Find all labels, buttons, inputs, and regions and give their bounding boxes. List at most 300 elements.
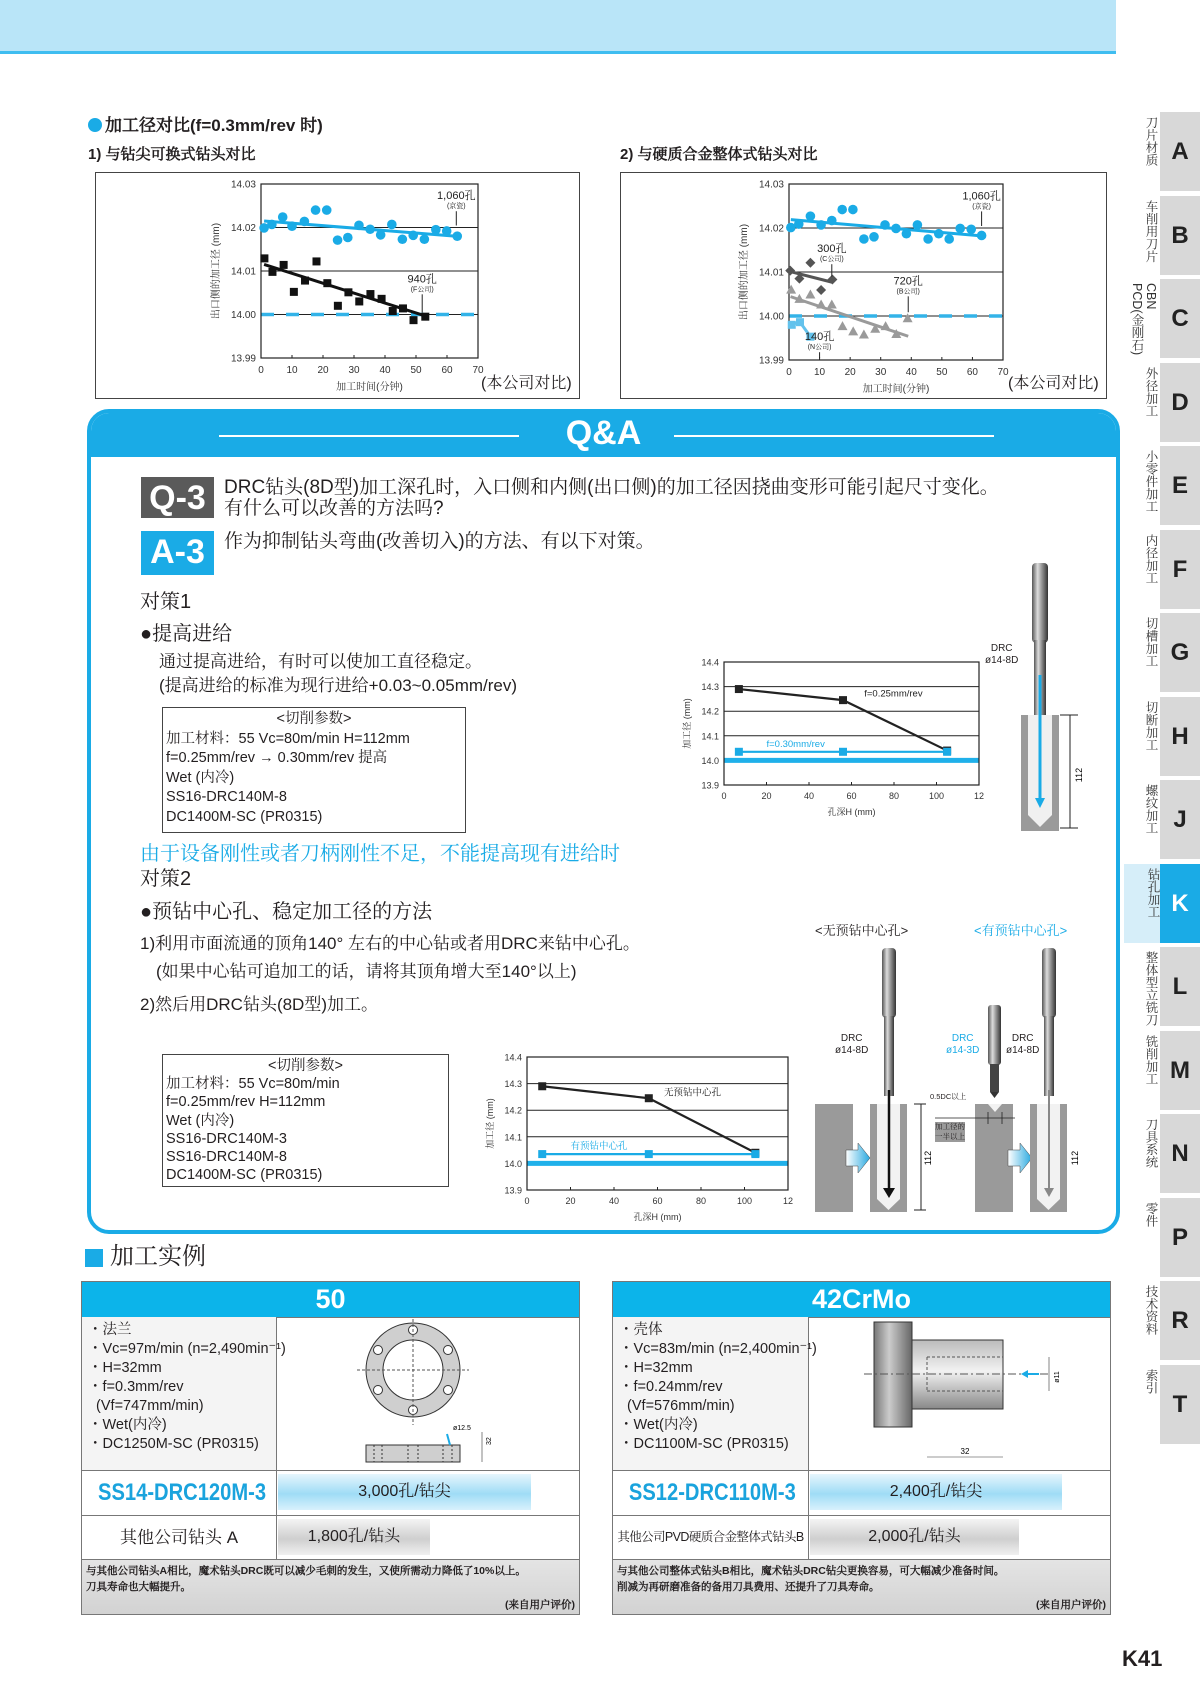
data-point xyxy=(267,220,277,230)
annotation-count: 140孔 xyxy=(804,331,835,344)
chart-4 xyxy=(484,1053,793,1223)
y-tick-label: 14.3 xyxy=(504,1079,522,1090)
diagram-05dc-label: 0.5DC以上 xyxy=(930,1092,967,1101)
y-tick-label: 14.2 xyxy=(701,706,719,717)
y-tick-label: 14.1 xyxy=(701,731,719,742)
drc-result-row xyxy=(82,1470,579,1515)
data-point xyxy=(751,1150,759,1158)
measure-2-title: 对策2 xyxy=(140,868,192,890)
data-point xyxy=(827,300,837,309)
example-table-right xyxy=(612,1281,1111,1615)
annotation-company: (京瓷) xyxy=(446,203,466,211)
x-tick-label: 20 xyxy=(844,367,856,378)
tab-label-k: 钻孔加工 xyxy=(1124,864,1160,943)
x-tick-label: 50 xyxy=(410,365,422,376)
tab-a[interactable]: A xyxy=(1160,112,1200,191)
data-point xyxy=(333,235,343,245)
x-tick-label: 100 xyxy=(736,1196,753,1206)
x-tick-label: 70 xyxy=(472,365,484,376)
label-line: 一半以上 xyxy=(935,1132,965,1141)
data-point xyxy=(398,234,408,244)
measure-1-heading: ●提高进给 xyxy=(140,623,233,645)
tab-g[interactable]: G xyxy=(1160,613,1200,692)
chart-1-compare-note: (本公司对比) xyxy=(481,375,572,392)
examples-heading: 加工实例 xyxy=(110,1243,206,1270)
data-point xyxy=(387,220,397,230)
tab-label-h: 切断加工 xyxy=(1144,700,1158,751)
q3-badge: Q-3 xyxy=(141,477,214,518)
x-tick-label: 0 xyxy=(524,1196,530,1206)
x-tick-label: 0 xyxy=(721,791,727,801)
diagram-drill-b-label xyxy=(946,1033,979,1057)
x-tick-label: 80 xyxy=(888,791,900,801)
data-point xyxy=(966,225,976,235)
user-review-note xyxy=(82,1559,579,1614)
material-header: 50 xyxy=(82,1282,579,1318)
y-tick-label: 14.0 xyxy=(504,1158,522,1169)
data-point xyxy=(891,224,901,234)
y-tick-label: 14.0 xyxy=(701,755,719,766)
data-point xyxy=(355,297,363,305)
spec-item: ・DC1100M-SC (PR0315) xyxy=(619,1436,789,1452)
section-title-text: 加工径对比(f=0.3mm/rev 时) xyxy=(105,116,323,135)
x-tick-label: 60 xyxy=(846,791,857,801)
dimension-height: 32 xyxy=(486,1437,493,1445)
series-label: f=0.25mm/rev xyxy=(864,688,923,700)
data-point xyxy=(903,313,913,322)
params-line: 加工材料：55 Vc=80m/min xyxy=(166,1076,340,1093)
params-line: DC1400M-SC (PR0315) xyxy=(166,808,323,825)
series-N公司 xyxy=(788,318,834,358)
chart-2-subtitle: 2) 与硬质合金整体式钻头对比 xyxy=(620,146,818,163)
flange-drawing xyxy=(277,1317,579,1470)
data-point xyxy=(421,313,429,321)
data-point xyxy=(311,205,321,215)
x-tick-label: 0 xyxy=(786,367,792,378)
data-point xyxy=(442,226,452,236)
data-point xyxy=(408,231,418,241)
tab-c[interactable]: C xyxy=(1160,279,1200,358)
chart-1-subtitle: 1) 与钻尖可换式钻头对比 xyxy=(88,146,256,163)
data-point xyxy=(343,233,353,243)
tab-l[interactable]: L xyxy=(1160,947,1200,1026)
x-tick-label: 40 xyxy=(905,367,917,378)
y-axis-label: 出口侧的加工径 (mm) xyxy=(739,223,750,321)
drill-label-line: ø14-8D xyxy=(985,655,1019,666)
tab-j[interactable]: J xyxy=(1160,780,1200,859)
heading-square-icon xyxy=(85,1249,103,1267)
plot-frame xyxy=(724,662,979,785)
drc-model-cell xyxy=(613,1471,809,1515)
drill-label-line: DRC xyxy=(1011,1033,1034,1044)
params-line: 加工材料：55 Vc=80m/min H=112mm xyxy=(166,730,410,747)
data-point xyxy=(816,300,826,309)
drill-1-label xyxy=(985,643,1018,667)
tab-b[interactable]: B xyxy=(1160,196,1200,275)
x-tick-label: 10 xyxy=(814,367,826,378)
data-point xyxy=(365,224,375,234)
chart-2-compare-note: (本公司对比) xyxy=(1008,375,1099,392)
data-point xyxy=(354,221,364,231)
diagram-drill-c-label xyxy=(1006,1033,1039,1057)
data-point xyxy=(881,321,891,330)
answer-text: 作为抑制钻头弯曲(改善切入)的方法、有以下对策。 xyxy=(224,531,655,552)
data-point xyxy=(805,258,815,268)
question-line-1: DRC钻头(8D型)加工深孔时，入口侧和内侧(出口侧)的加工径因挠曲变形可能引起尺寸变化。 xyxy=(224,477,999,498)
drc-model-cell xyxy=(82,1471,277,1515)
data-point xyxy=(410,316,418,324)
chart-3 xyxy=(681,658,984,818)
y-tick-label: 13.9 xyxy=(701,780,719,791)
data-point xyxy=(452,231,462,241)
plot-frame xyxy=(527,1057,788,1190)
data-point xyxy=(848,326,858,335)
shaft-body xyxy=(912,1340,1003,1409)
data-point xyxy=(977,231,987,241)
y-tick-label: 14.00 xyxy=(230,310,256,321)
drc-result-bar: 3,000孔/钻尖 xyxy=(278,1474,531,1510)
drc-result-bar: 2,400孔/钻尖 xyxy=(810,1474,1062,1510)
data-point xyxy=(735,748,743,756)
y-tick-label: 14.01 xyxy=(230,266,256,278)
series-京瓷 xyxy=(786,188,1001,243)
spec-item: ・H=32mm xyxy=(619,1360,693,1376)
annotation-company: (N公司) xyxy=(807,344,832,352)
series-有预钻中心孔 xyxy=(538,1140,759,1158)
x-tick-label: 0 xyxy=(258,365,264,376)
chart-2 xyxy=(737,180,1009,396)
params-line: f=0.25mm/rev H=112mm xyxy=(166,1094,326,1111)
material-header: 42CrMo xyxy=(613,1282,1110,1318)
data-point xyxy=(344,288,352,296)
data-point xyxy=(913,220,923,230)
blue-condition-note: 由于设备刚性或者刀柄刚性不足，不能提高现有进给时 xyxy=(140,843,620,865)
y-tick-label: 14.01 xyxy=(758,267,784,279)
data-point xyxy=(794,219,804,229)
x-tick-label: 30 xyxy=(875,367,887,378)
x-tick-label: 40 xyxy=(608,1196,620,1206)
measure-1-text-2: (提高进给的标准为现行进给+0.03~0.05mm/rev) xyxy=(159,676,518,695)
spec-item: (Vf=747mm/min) xyxy=(88,1398,204,1414)
tab-label-a: 刀片材质 xyxy=(1144,116,1158,166)
competitor-name: 其他公司钻头 A xyxy=(82,1516,277,1559)
params-line: Wet (内冷) xyxy=(166,769,235,786)
tab-label-c: CBN PCD(金刚石) xyxy=(1130,283,1158,356)
annotation-count: 1,060孔 xyxy=(962,190,1001,203)
spec-item: ・f=0.3mm/rev xyxy=(88,1379,184,1395)
x-tick-label: 20 xyxy=(565,1196,576,1206)
y-tick-label: 14.2 xyxy=(504,1105,522,1116)
data-point xyxy=(301,277,309,285)
data-point xyxy=(278,212,288,222)
data-point xyxy=(287,221,297,231)
data-point xyxy=(934,229,944,239)
annotation-count: 940孔 xyxy=(407,273,437,286)
qa-title: Q&A xyxy=(565,414,642,452)
tab-k[interactable]: K xyxy=(1160,864,1200,943)
data-point xyxy=(300,217,310,227)
spec-item: ・Wet(内冷) xyxy=(88,1417,167,1433)
data-point xyxy=(420,234,430,244)
data-point xyxy=(399,304,407,312)
y-tick-label: 13.99 xyxy=(230,353,256,365)
diagram-without-center-hole-title: <无预钻中心孔> xyxy=(815,923,909,938)
x-tick-label: 12 xyxy=(973,791,985,801)
x-axis-label: 加工时间(分钟) xyxy=(336,382,403,393)
dimension-diameter: ø11 xyxy=(1054,1371,1061,1383)
data-point xyxy=(859,234,869,244)
y-tick-label: 14.03 xyxy=(758,179,784,191)
drc-model-name: SS14-DRC120M-3 xyxy=(98,1479,267,1506)
depth-dimension: 112 xyxy=(1074,767,1084,783)
y-tick-label: 13.9 xyxy=(504,1185,522,1196)
drill-label-line: DRC xyxy=(990,643,1013,654)
annotation-company: (C公司) xyxy=(819,256,844,264)
x-tick-label: 60 xyxy=(652,1196,663,1206)
annotation-count: 300孔 xyxy=(817,243,847,256)
x-tick-label: 10 xyxy=(286,365,298,376)
data-point xyxy=(322,205,332,215)
series-f=0.30mm/rev xyxy=(735,739,951,756)
series-label: f=0.30mm/rev xyxy=(766,738,825,750)
competitor-name: 其他公司PVD硬质合金整体式钻头B xyxy=(613,1516,809,1559)
competitor-result-row xyxy=(613,1515,1110,1559)
measure-2-step-1b: (如果中心钻可追加工的话，请将其顶角增大至140°以上) xyxy=(156,962,577,981)
x-tick-label: 60 xyxy=(441,365,453,376)
data-point xyxy=(816,220,826,230)
x-tick-label: 60 xyxy=(966,367,978,378)
data-point xyxy=(290,288,298,296)
series-C公司 xyxy=(785,241,846,295)
spec-item: ・H=32mm xyxy=(88,1360,162,1376)
data-point xyxy=(538,1150,546,1158)
params-line: SS16-DRC140M-8 xyxy=(166,1149,287,1166)
drc-model-name: SS12-DRC110M-3 xyxy=(628,1479,796,1506)
data-point xyxy=(839,696,847,704)
params-line: Wet (内冷) xyxy=(166,1112,235,1129)
data-point xyxy=(923,234,933,244)
tab-p[interactable]: P xyxy=(1160,1198,1200,1277)
data-point xyxy=(788,321,796,329)
data-point xyxy=(838,321,848,330)
params-line: f=0.25mm/rev → 0.30mm/rev 提高 xyxy=(166,750,388,766)
page-number: K41 xyxy=(1122,1646,1163,1671)
drc-result-row xyxy=(613,1470,1110,1515)
data-point xyxy=(431,225,441,235)
data-point xyxy=(796,318,804,326)
annotation-company: (B公司) xyxy=(896,288,920,296)
data-point xyxy=(538,1082,546,1090)
data-point xyxy=(827,274,837,284)
tab-label-r: 技术资料 xyxy=(1144,1285,1158,1335)
y-tick-label: 14.02 xyxy=(758,223,784,235)
competitor-result-bar: 1,800孔/钻头 xyxy=(278,1519,430,1555)
example-table-left xyxy=(81,1281,580,1615)
tab-label-b: 车削用刀片 xyxy=(1144,199,1158,262)
y-tick-label: 13.99 xyxy=(758,355,784,367)
data-point xyxy=(827,216,837,226)
data-point xyxy=(902,229,912,239)
y-tick-label: 14.4 xyxy=(701,657,719,668)
spec-list xyxy=(613,1317,817,1470)
measure-2-heading: ●预钻中心孔、稳定加工径的方法 xyxy=(140,901,433,923)
drill-label-line: ø14-3D xyxy=(946,1045,980,1056)
params-line: DC1400M-SC (PR0315) xyxy=(166,1167,323,1184)
tab-label-f: 内径加工 xyxy=(1144,533,1158,584)
data-point xyxy=(944,234,954,244)
series-label: 无预钻中心孔 xyxy=(664,1087,722,1099)
note-source: (来自用户评价) xyxy=(1036,1599,1106,1611)
series-京瓷 xyxy=(259,188,475,245)
diagram-half-dia-label xyxy=(935,1122,965,1142)
data-point xyxy=(848,205,858,215)
note-line: 与其他公司钻头A相比，魔术钻头DRC既可以减少毛刺的发生，又使所需动力降低了10%以上。 xyxy=(86,1565,526,1577)
y-tick-label: 14.3 xyxy=(701,682,719,693)
data-point xyxy=(378,295,386,303)
series-B公司 xyxy=(786,273,923,338)
data-point xyxy=(785,266,795,276)
trend-line xyxy=(264,264,422,314)
data-point xyxy=(268,268,276,276)
shaft-drawing xyxy=(809,1317,1110,1470)
user-review-note xyxy=(613,1559,1110,1614)
x-tick-label: 100 xyxy=(928,791,945,801)
data-point xyxy=(869,232,879,242)
data-point xyxy=(837,205,847,215)
dimension-diameter: ø12.5 xyxy=(453,1425,471,1432)
data-point xyxy=(376,230,386,240)
data-point xyxy=(816,285,826,295)
y-tick-label: 14.00 xyxy=(758,311,784,323)
tab-t[interactable]: T xyxy=(1160,1365,1200,1444)
tab-label-e: 小零件加工 xyxy=(1144,450,1158,513)
diagram-drill-a-label xyxy=(835,1033,868,1057)
params-line: SS16-DRC140M-3 xyxy=(166,1130,287,1147)
tab-label-p: 零件 xyxy=(1144,1201,1158,1227)
annotation-company: (京瓷) xyxy=(972,203,991,211)
drill-label-line: ø14-8D xyxy=(1006,1045,1040,1056)
spec-item: ・DC1250M-SC (PR0315) xyxy=(88,1436,259,1452)
data-point xyxy=(839,748,847,756)
tab-label-n: 刀具系统 xyxy=(1144,1118,1158,1168)
measure-2-step-2: 2)然后用DRC钻头(8D型)加工。 xyxy=(140,995,378,1014)
data-point xyxy=(260,254,268,262)
data-point xyxy=(786,285,796,294)
spec-item: (Vf=576mm/min) xyxy=(619,1398,735,1414)
note-source: (来自用户评价) xyxy=(505,1599,575,1611)
x-tick-label: 20 xyxy=(317,365,329,376)
y-tick-label: 14.4 xyxy=(504,1052,522,1063)
y-tick-label: 14.03 xyxy=(230,179,256,191)
competitor-result-bar: 2,000孔/钻头 xyxy=(810,1519,1019,1555)
tab-label-t: 索引 xyxy=(1144,1368,1158,1394)
x-axis-label: 孔深H (mm) xyxy=(827,807,876,817)
x-tick-label: 70 xyxy=(997,367,1009,378)
x-axis-label: 孔深H (mm) xyxy=(633,1212,682,1222)
tab-e[interactable]: E xyxy=(1160,446,1200,525)
x-tick-label: 12 xyxy=(782,1196,794,1206)
chart-1 xyxy=(209,180,484,394)
data-point xyxy=(735,685,743,693)
x-axis-label: 加工时间(分钟) xyxy=(862,384,930,395)
x-tick-label: 20 xyxy=(761,791,772,801)
series-label: 有预钻中心孔 xyxy=(570,1140,628,1152)
tab-d[interactable]: D xyxy=(1160,363,1200,442)
spec-item: ・Wet(内冷) xyxy=(619,1417,698,1433)
note-line: 削减为再研磨准备的备用刀具费用、还提升了刀具寿命。 xyxy=(617,1581,880,1593)
tab-label-m: 铣削加工 xyxy=(1144,1034,1158,1085)
annotation-count: 720孔 xyxy=(893,275,923,288)
tab-m[interactable]: M xyxy=(1160,1031,1200,1110)
diagram-with-center-hole-title: <有预钻中心孔> xyxy=(974,923,1068,938)
spec-item: ・Vc=97m/min (n=2,490min⁻¹) xyxy=(88,1341,286,1357)
x-tick-label: 40 xyxy=(803,791,815,801)
spec-item: ・f=0.24mm/rev xyxy=(619,1379,723,1395)
depth-dimension: 112 xyxy=(1070,1150,1080,1166)
label-line: 加工径的 xyxy=(935,1122,965,1131)
question-line-2: 有什么可以改善的方法吗? xyxy=(224,498,444,519)
tab-label-g: 切槽加工 xyxy=(1144,617,1158,667)
note-line: 刀具寿命也大幅提升。 xyxy=(86,1581,191,1593)
tab-label-l: 整体型立铣刀 xyxy=(1144,951,1158,1026)
data-point xyxy=(955,224,965,234)
measure-1-text-1: 通过提高进给，有时可以使加工直径稳定。 xyxy=(159,652,482,671)
data-point xyxy=(312,257,320,265)
depth-dimension: 112 xyxy=(923,1150,933,1166)
data-point xyxy=(943,748,951,756)
data-point xyxy=(389,307,397,315)
tab-label-d: 外径加工 xyxy=(1144,366,1158,417)
dimension-length: 32 xyxy=(960,1447,970,1456)
annotation-count: 1,060孔 xyxy=(437,190,476,203)
measure-2-step-1: 1)利用市面流通的顶角140° 左右的中心钻或者用DRC来钻中心孔。 xyxy=(140,934,640,953)
params-heading: <切削参数> xyxy=(276,711,352,727)
x-tick-label: 50 xyxy=(936,367,948,378)
annotation-company: (F公司) xyxy=(410,286,434,294)
spec-list xyxy=(82,1317,286,1470)
a3-badge: A-3 xyxy=(141,531,214,575)
y-tick-label: 14.1 xyxy=(504,1132,522,1143)
params-line: SS16-DRC140M-8 xyxy=(166,789,287,805)
tab-f[interactable]: F xyxy=(1160,530,1200,609)
spec-item: ・法兰 xyxy=(88,1322,132,1338)
data-point xyxy=(805,289,815,298)
arrow-down-icon xyxy=(447,1434,450,1445)
data-point xyxy=(645,1150,653,1158)
tab-label-j: 螺纹加工 xyxy=(1144,784,1158,834)
data-point xyxy=(859,329,869,338)
data-point xyxy=(334,302,342,310)
data-point xyxy=(806,211,816,221)
x-tick-label: 40 xyxy=(379,365,391,376)
x-tick-label: 30 xyxy=(348,365,360,376)
y-axis-label: 出口侧的加工径 (mm) xyxy=(211,222,222,320)
competitor-result-row xyxy=(82,1515,579,1559)
measure-1-title: 对策1 xyxy=(140,591,192,613)
data-point xyxy=(323,279,331,287)
spec-item: ・壳体 xyxy=(619,1322,663,1338)
y-axis-label: 加工径 (mm) xyxy=(682,698,692,749)
tab-r[interactable]: R xyxy=(1160,1281,1200,1360)
tab-h[interactable]: H xyxy=(1160,697,1200,776)
y-tick-label: 14.02 xyxy=(230,223,256,234)
params-heading: <切削参数> xyxy=(268,1058,343,1074)
data-point xyxy=(880,220,890,230)
tab-n[interactable]: N xyxy=(1160,1114,1200,1193)
drill-label-line: ø14-8D xyxy=(835,1045,869,1056)
drill-label-line: DRC xyxy=(951,1033,974,1044)
spec-item: ・Vc=83m/min (n=2,400min⁻¹) xyxy=(619,1341,817,1357)
